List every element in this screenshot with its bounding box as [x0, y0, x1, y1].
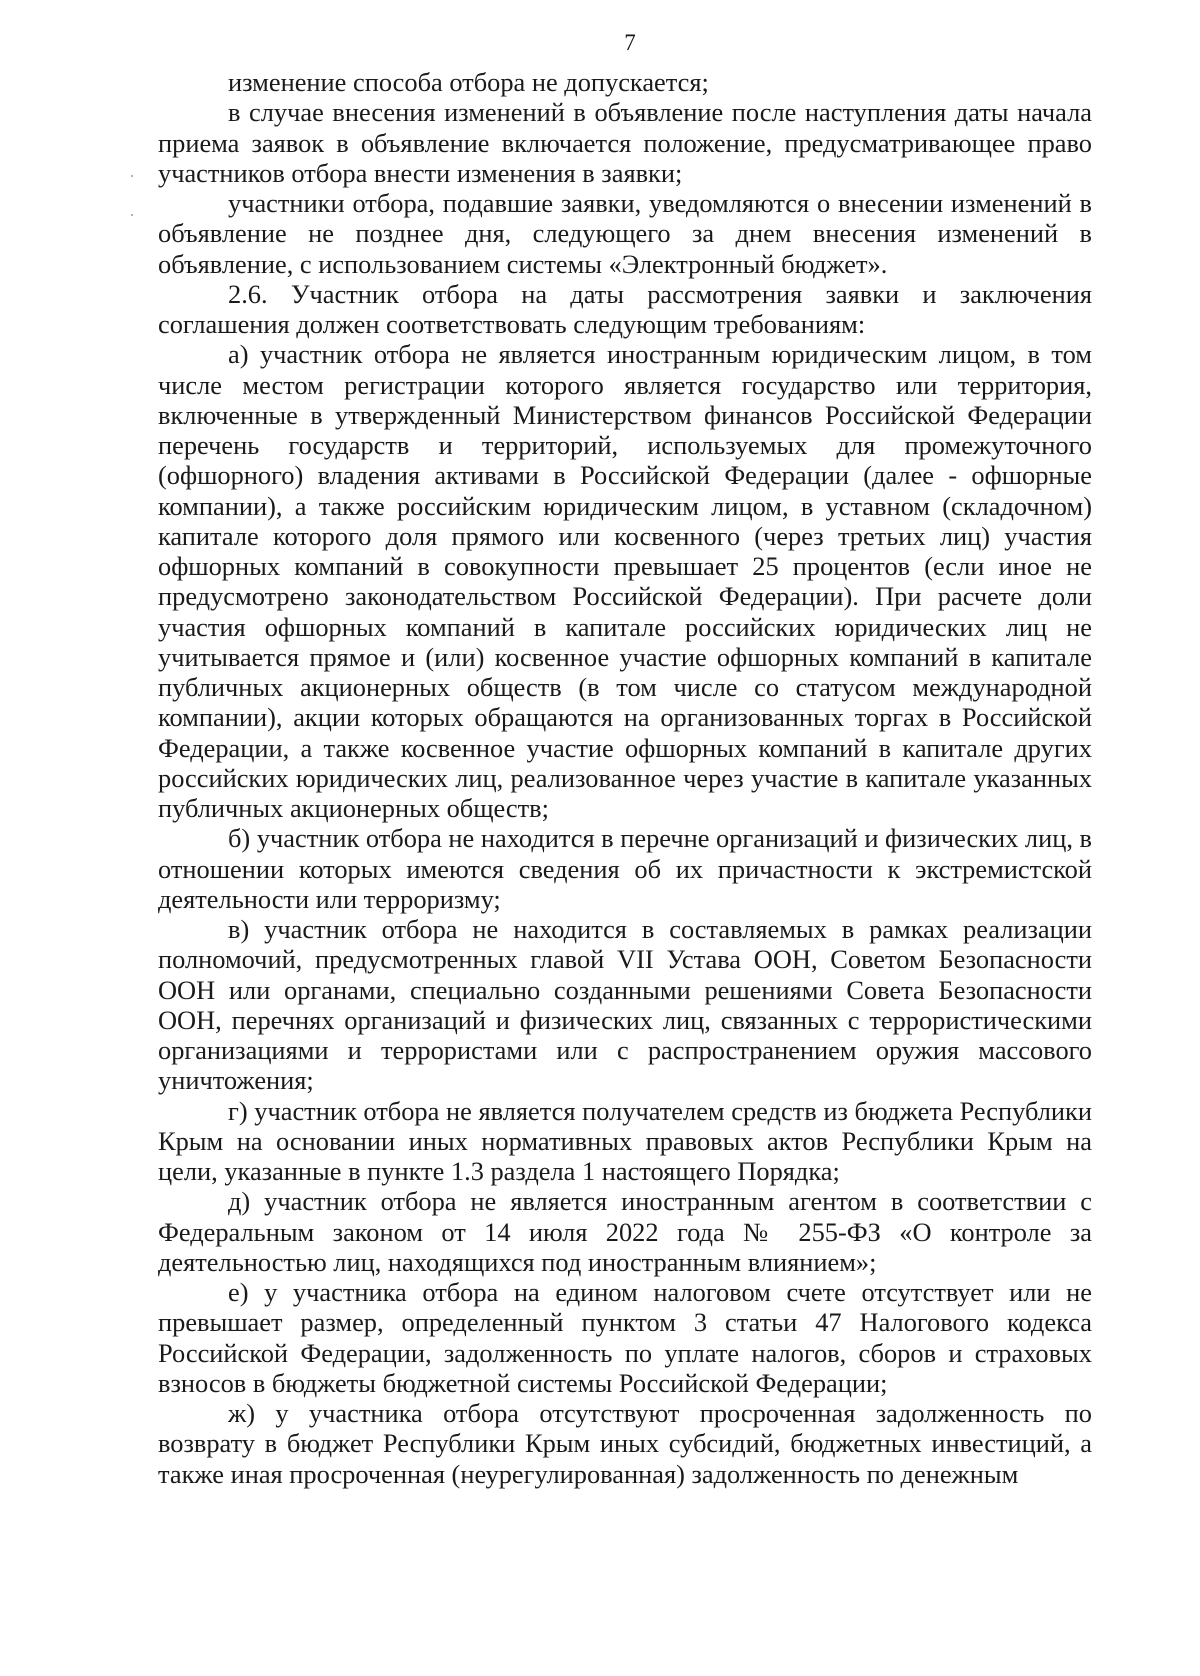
paragraph-item-d-foreign-agent: д) участник отбора не является иностранным агентом в соответствии с Федеральным законом от 14 июля 2022 года № 255-ФЗ «О контроле за деятельностью лиц, находящихся под иностранным влиянием»; [158, 1186, 1092, 1277]
document-body [158, 67, 1092, 1489]
paragraph-item-zh-overdue-debt: ж) у участника отбора отсутствуют просроченная задолженность по возврату в бюджет Республики Крым иных субсидий, бюджетных инвестиций, а также иная просроченная (неурегулированная) задолженность по денежным [158, 1398, 1092, 1489]
paragraph-selection-method: изменение способа отбора не допускается; [228, 67, 709, 97]
paragraph-participants-notified: участники отбора, подавшие заявки, уведомляются о внесении изменений в объявление не позднее дня, следующего за днем внесения изменений в объявление, с использованием системы «Электронный бюджет». [158, 188, 1092, 279]
paragraph-changes-in-announcement: в случае внесения изменений в объявление после наступления даты начала приема заявок в объявление включается положение, предусматривающее право участников отбора внести изменения в заявки; [158, 97, 1092, 188]
paragraph-item-g-budget-funds: г) участник отбора не является получателем средств из бюджета Республики Крым на основании иных нормативных правовых актов Республики Крым на цели, указанные в пункте 1.3 раздела 1 настоящего Порядка; [158, 1095, 1092, 1186]
paragraph-item-v-un-lists: в) участник отбора не находится в составляемых в рамках реализации полномочий, предусмотренных главой VII Устава ООН, Советом Безопасности ООН или органами, специально созданными решениями Совета Безопасности ООН, перечнях организаций и физических лиц, связанных с террористическими организациями и террористами или с распространением оружия массового уничтожения; [158, 914, 1092, 1096]
paragraph-item-e-tax-debt: е) у участника отбора на едином налоговом счете отсутствует или не превышает размер, определенный пунктом 3 статьи 47 Налогового кодекса Российской Федерации, задолженность по уплате налогов, сборов и страховых взносов в бюджеты бюджетной системы Российской Федерации; [158, 1277, 1092, 1398]
paragraph-item-b-extremism: б) участник отбора не находится в перечне организаций и физических лиц, в отношении которых имеются сведения об их причастности к экстремистской деятельности или терроризму; [158, 823, 1092, 914]
paragraph-2-6-requirements: 2.6. Участник отбора на даты рассмотрения заявки и заключения соглашения должен соответствовать следующим требованиям: [158, 278, 1092, 339]
page-number: 7 [624, 30, 636, 55]
paragraph-item-a-offshore: а) участник отбора не является иностранным юридическим лицом, в том числе местом регистрации которого является государство или территория, включенные в утвержденный Министерством финансов Российской Федерации перечень государств и территорий, используемых для промежуточного (офшорного) владения активами в Российской Федерации (далее - офшорные компании), а также российским юридическим лицом, в уставном (складочном) капитале которого доля прямого или косвенного (через третьих лиц) участия офшорных компаний в совокупности превышает 25 процентов (если иное не предусмотрено законодательством Российской Федерации). При расчете доли участия офшорных компаний в капитале российских юридических лиц не учитывается прямое и (или) косвенное участие офшорных компаний в капитале публичных акционерных обществ (в том числе со статусом международной компании), акции которых обращаются на организованных торгах в Российской Федерации, а также косвенное участие офшорных компаний в капитале других российских юридических лиц, реализованное через участие в капитале указанных публичных акционерных обществ; [158, 339, 1092, 823]
scan-speck [131, 214, 133, 216]
scan-speck [131, 175, 133, 177]
